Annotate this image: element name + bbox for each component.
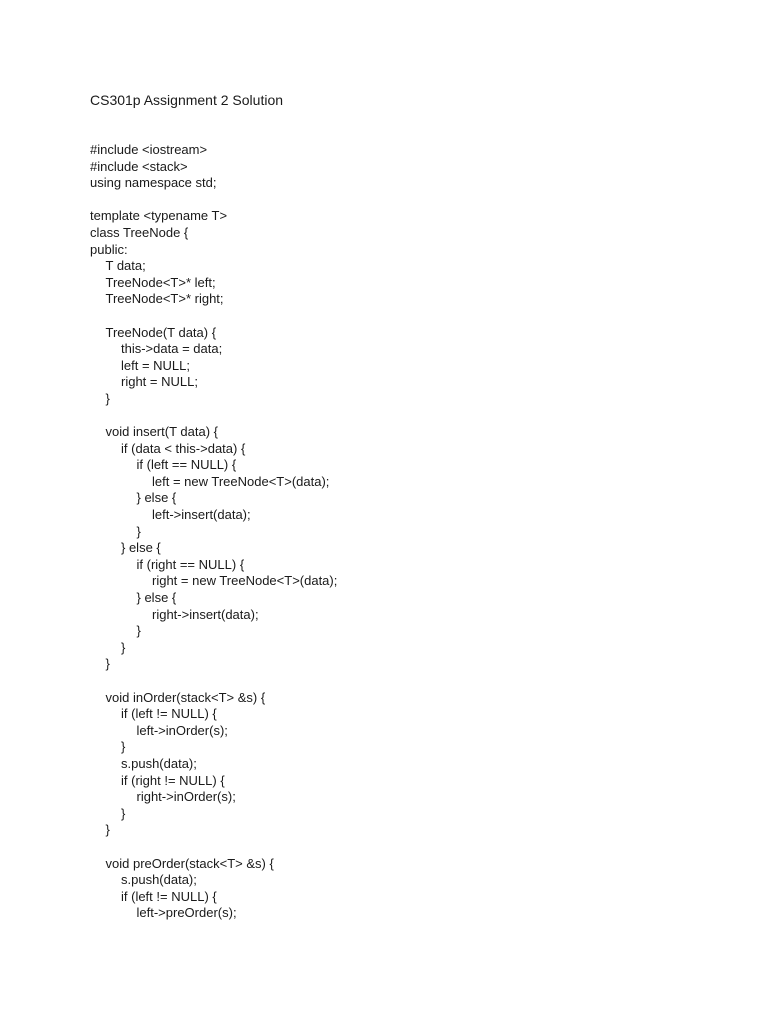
code-line: left = new TreeNode<T>(data); [152,473,330,489]
code-line: s.push(data); [121,755,197,771]
code-line: } [136,623,141,639]
code-line: void preOrder(stack<T> &s) { [105,855,274,871]
code-line: left->inOrder(s); [136,722,228,738]
code-line: left->preOrder(s); [136,905,237,921]
code-line [90,839,337,856]
code-line: TreeNode<T>* left; [105,274,216,290]
code-line: if (data < this->data) { [121,440,246,456]
code-line: left->insert(data); [152,507,251,523]
code-line: if (left != NULL) { [121,706,217,722]
code-line: class TreeNode { [90,224,189,240]
code-line: if (right != NULL) { [121,772,225,788]
code-line: void insert(T data) { [105,424,218,440]
code-line: } [105,822,110,838]
code-line: TreeNode(T data) { [105,324,217,340]
code-line [90,673,337,690]
code-line [90,408,337,425]
code-line: } [121,639,126,655]
code-line: if (right == NULL) { [136,556,245,572]
code-line: } else { [121,540,161,556]
code-line: this->data = data; [121,341,223,357]
code-line: void inOrder(stack<T> &s) { [105,689,266,705]
code-line: template <typename T> [90,208,228,224]
code-block [90,142,337,922]
code-line: } else { [136,490,177,506]
code-line: } [136,523,141,539]
code-line: } [105,656,110,672]
code-line: } [121,805,126,821]
code-line: right = new TreeNode<T>(data); [152,573,338,589]
code-line: left = NULL; [121,357,191,373]
code-line [90,308,337,325]
code-line: if (left != NULL) { [121,888,217,904]
code-line: } else { [136,590,177,606]
code-line: TreeNode<T>* right; [105,291,224,307]
code-line: #include <stack> [90,158,188,174]
code-line: s.push(data); [121,872,197,888]
code-line: using namespace std; [90,175,217,191]
code-line: right = NULL; [121,374,198,390]
code-line: if (left == NULL) { [136,457,237,473]
code-line: right->insert(data); [152,606,259,622]
code-line: } [105,390,110,406]
code-line [90,192,337,209]
code-line: } [121,739,126,755]
code-line: T data; [105,258,146,274]
code-line: right->inOrder(s); [136,789,236,805]
code-line: #include <iostream> [90,142,208,157]
code-line: public: [90,241,128,257]
document-title: CS301p Assignment 2 Solution [90,92,284,108]
